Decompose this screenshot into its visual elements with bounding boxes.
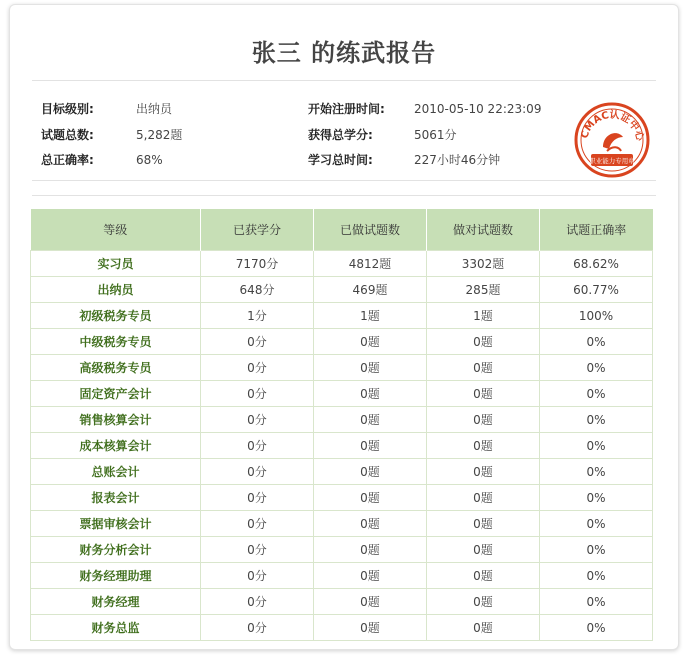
column-header: 等级 bbox=[31, 209, 201, 251]
register-time-value-wrap bbox=[414, 101, 541, 117]
page-title: 张三 的练武报告 bbox=[251, 39, 437, 67]
total-questions-label: 试题总数: bbox=[41, 128, 94, 142]
stat-cell: 100% bbox=[540, 303, 653, 329]
column-header: 做对试题数 bbox=[427, 209, 540, 251]
stat-cell: 0题 bbox=[427, 329, 540, 355]
stat-cell: 0% bbox=[540, 329, 653, 355]
stat-cell: 0% bbox=[540, 589, 653, 615]
stat-cell: 0题 bbox=[427, 563, 540, 589]
stat-cell: 0题 bbox=[427, 407, 540, 433]
target-level-label: 目标级别: bbox=[41, 102, 94, 116]
stat-cell: 0% bbox=[540, 511, 653, 537]
table-header-row bbox=[31, 209, 653, 251]
stat-cell: 68.62% bbox=[540, 251, 653, 277]
column-header: 试题正确率 bbox=[540, 209, 653, 251]
stat-cell: 0题 bbox=[314, 329, 427, 355]
table-row bbox=[31, 407, 653, 433]
stat-cell: 0分 bbox=[201, 407, 314, 433]
stat-cell: 469题 bbox=[314, 277, 427, 303]
stat-cell: 0分 bbox=[201, 459, 314, 485]
stat-cell: 0分 bbox=[201, 537, 314, 563]
stat-cell: 0% bbox=[540, 485, 653, 511]
stat-cell: 0题 bbox=[427, 589, 540, 615]
divider bbox=[32, 195, 656, 196]
stat-cell: 1题 bbox=[314, 303, 427, 329]
stat-cell: 0题 bbox=[427, 537, 540, 563]
stat-cell: 0题 bbox=[427, 615, 540, 641]
table-row bbox=[31, 277, 653, 303]
study-time bbox=[308, 152, 373, 168]
stat-cell: 1题 bbox=[427, 303, 540, 329]
level-name-cell: 出纳员 bbox=[31, 277, 201, 303]
divider bbox=[32, 80, 656, 81]
stat-cell: 1分 bbox=[201, 303, 314, 329]
total-questions bbox=[41, 127, 94, 143]
table-row bbox=[31, 537, 653, 563]
stat-cell: 0题 bbox=[427, 355, 540, 381]
stat-cell: 4812题 bbox=[314, 251, 427, 277]
stat-cell: 0分 bbox=[201, 589, 314, 615]
study-time-value-wrap bbox=[414, 152, 500, 168]
stat-cell: 0% bbox=[540, 563, 653, 589]
report-card bbox=[9, 4, 679, 650]
stat-cell: 0题 bbox=[427, 433, 540, 459]
stat-cell: 0% bbox=[540, 433, 653, 459]
certification-stamp bbox=[573, 101, 651, 179]
stamp-seal-icon bbox=[573, 101, 651, 179]
table-row bbox=[31, 589, 653, 615]
stat-cell: 0题 bbox=[314, 615, 427, 641]
level-name-cell: 固定资产会计 bbox=[31, 381, 201, 407]
table-row bbox=[31, 355, 653, 381]
stat-cell: 0题 bbox=[314, 589, 427, 615]
study-time-value: 227小时46分钟 bbox=[414, 153, 501, 167]
divider bbox=[32, 180, 656, 181]
table-row bbox=[31, 511, 653, 537]
stat-cell: 0% bbox=[540, 459, 653, 485]
stat-cell: 0% bbox=[540, 537, 653, 563]
stat-cell: 285题 bbox=[427, 277, 540, 303]
stat-cell: 0分 bbox=[201, 511, 314, 537]
stat-cell: 0% bbox=[540, 407, 653, 433]
stat-cell: 0分 bbox=[201, 355, 314, 381]
credits-value-wrap bbox=[414, 127, 457, 143]
stat-cell: 648分 bbox=[201, 277, 314, 303]
table-row bbox=[31, 251, 653, 277]
stat-cell: 60.77% bbox=[540, 277, 653, 303]
stat-cell: 0分 bbox=[201, 485, 314, 511]
table-row bbox=[31, 563, 653, 589]
stat-cell: 0分 bbox=[201, 433, 314, 459]
register-time-value: 2010-05-10 22:23:09 bbox=[414, 102, 542, 116]
table-row bbox=[31, 433, 653, 459]
level-name-cell: 财务分析会计 bbox=[31, 537, 201, 563]
target-level bbox=[41, 101, 94, 117]
stat-cell: 0题 bbox=[314, 433, 427, 459]
credits-label: 获得总学分: bbox=[308, 128, 373, 142]
svg-text:职业能力专用章: 职业能力专用章 bbox=[589, 157, 635, 165]
target-level-value-wrap bbox=[136, 101, 172, 117]
table-row bbox=[31, 381, 653, 407]
stat-cell: 0题 bbox=[427, 511, 540, 537]
study-time-label: 学习总时间: bbox=[308, 153, 373, 167]
level-name-cell: 高级税务专员 bbox=[31, 355, 201, 381]
total-questions-value-wrap bbox=[136, 127, 182, 143]
stat-cell: 7170分 bbox=[201, 251, 314, 277]
level-stats-table bbox=[30, 209, 652, 641]
stat-cell: 0分 bbox=[201, 329, 314, 355]
level-name-cell: 总账会计 bbox=[31, 459, 201, 485]
column-header: 已获学分 bbox=[201, 209, 314, 251]
column-header: 已做试题数 bbox=[314, 209, 427, 251]
table-row bbox=[31, 303, 653, 329]
level-name-cell: 财务经理 bbox=[31, 589, 201, 615]
stat-cell: 0分 bbox=[201, 615, 314, 641]
stat-cell: 0% bbox=[540, 381, 653, 407]
register-time-label: 开始注册时间: bbox=[308, 102, 385, 116]
level-name-cell: 报表会计 bbox=[31, 485, 201, 511]
accuracy-value: 68% bbox=[136, 153, 163, 167]
stat-cell: 0题 bbox=[314, 407, 427, 433]
level-name-cell: 实习员 bbox=[31, 251, 201, 277]
stat-cell: 0题 bbox=[314, 511, 427, 537]
level-name-cell: 成本核算会计 bbox=[31, 433, 201, 459]
level-name-cell: 中级税务专员 bbox=[31, 329, 201, 355]
stat-cell: 0题 bbox=[314, 459, 427, 485]
stat-cell: 0题 bbox=[427, 485, 540, 511]
stat-cell: 0% bbox=[540, 355, 653, 381]
stat-cell: 0题 bbox=[314, 355, 427, 381]
table-row bbox=[31, 485, 653, 511]
accuracy-value-wrap bbox=[136, 152, 163, 168]
table-row bbox=[31, 329, 653, 355]
target-level-value: 出纳员 bbox=[136, 102, 173, 116]
level-name-cell: 销售核算会计 bbox=[31, 407, 201, 433]
total-questions-value: 5,282题 bbox=[136, 128, 183, 142]
stat-cell: 0% bbox=[540, 615, 653, 641]
level-name-cell: 初级税务专员 bbox=[31, 303, 201, 329]
stat-cell: 0题 bbox=[314, 485, 427, 511]
stat-cell: 0题 bbox=[314, 537, 427, 563]
table-row bbox=[31, 615, 653, 641]
credits bbox=[308, 127, 373, 143]
stat-cell: 0题 bbox=[427, 381, 540, 407]
stat-cell: 0题 bbox=[314, 381, 427, 407]
svg-text:CMAC认证中心: CMAC认证中心 bbox=[579, 109, 646, 143]
stat-cell: 0分 bbox=[201, 563, 314, 589]
stat-cell: 0题 bbox=[427, 459, 540, 485]
level-name-cell: 票据审核会计 bbox=[31, 511, 201, 537]
accuracy-label: 总正确率: bbox=[41, 153, 94, 167]
register-time bbox=[308, 101, 385, 117]
accuracy bbox=[41, 152, 94, 168]
credits-value: 5061分 bbox=[414, 128, 457, 142]
level-name-cell: 财务总监 bbox=[31, 615, 201, 641]
stat-cell: 0分 bbox=[201, 381, 314, 407]
table-row bbox=[31, 459, 653, 485]
level-name-cell: 财务经理助理 bbox=[31, 563, 201, 589]
stat-cell: 3302题 bbox=[427, 251, 540, 277]
stat-cell: 0题 bbox=[314, 563, 427, 589]
